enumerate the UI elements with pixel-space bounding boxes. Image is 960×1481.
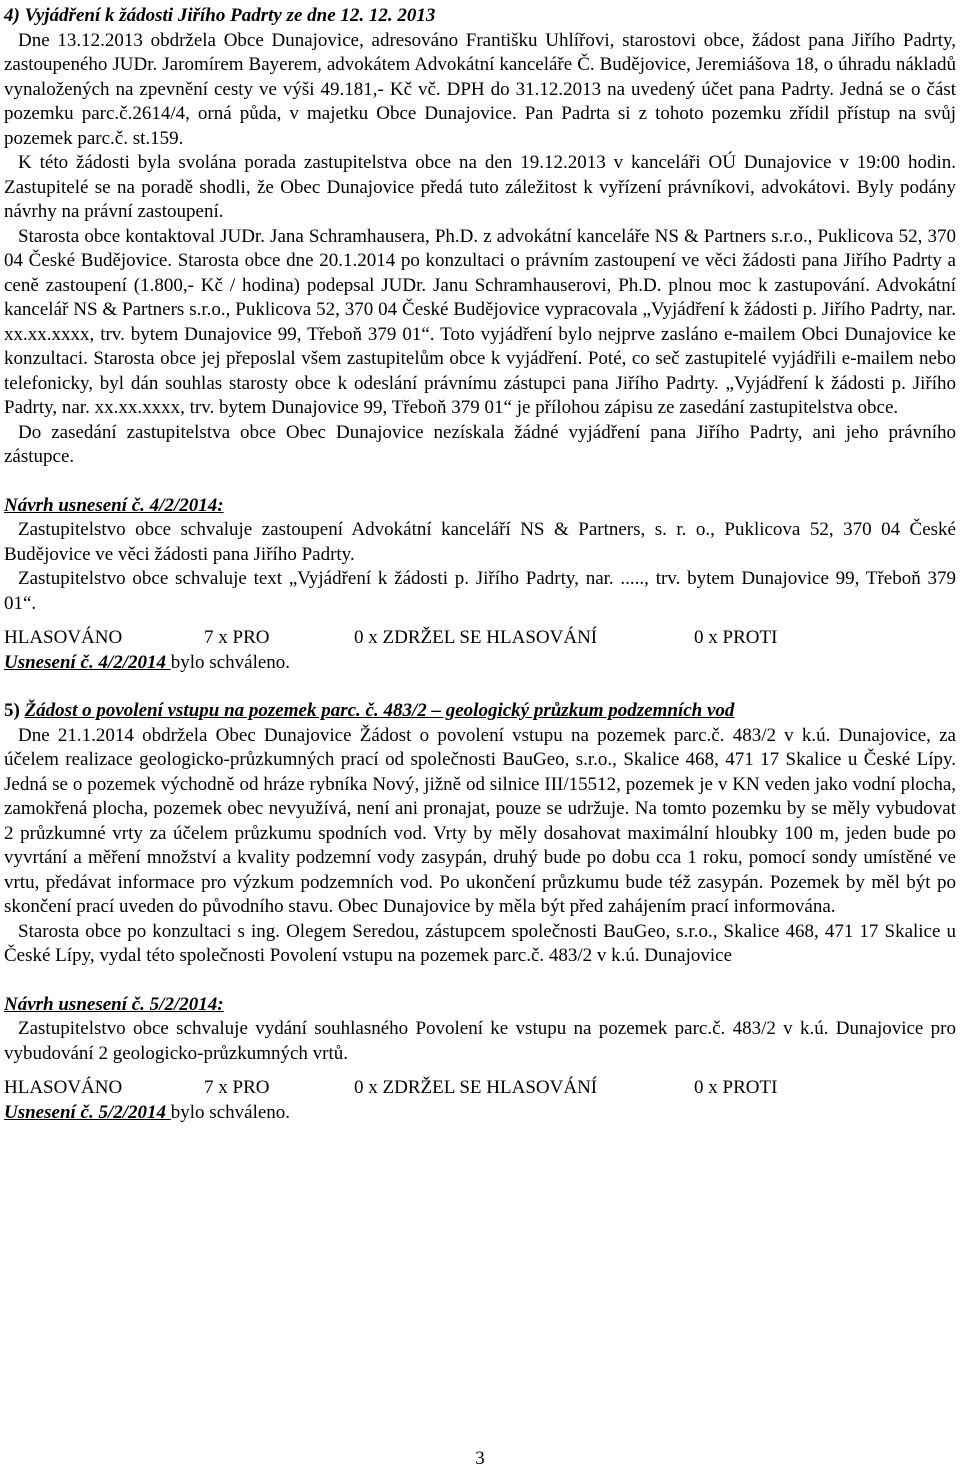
vote-4-abstain: 0 x ZDRŽEL SE HLASOVÁNÍ — [354, 627, 598, 648]
section-5-paragraph-1: Dne 21.1.2014 obdržela Obec Dunajovice Žádost o povolení vstupu na pozemek parc.č. 483/2 v k.ú. Dunajovice, za účelem realizace geologicko-průzkumných prací od společnosti BauGeo, s.r.o., Skalice 468, 471 17 Skalice u České Lípy. Jedná se o pozemek východně od hráze rybníka Nový, jižně od silnice III/15512, pozemek je v KN veden jako vodní plocha, zamokřená plocha, pozemek obec nevyužívá, není ani pronajat, pouze se udržuje. Na tomto pozemku by se měly vybudovat 2 průzkumné vrty za účelem průzkumu spodních vod. Vrty by měly dosahovat maximální hloubky 100 m, jeden bude po vyvrtání a měření množství a kvality podzemní vody zasypán, druhý bude po dobu cca 1 roku, pomocí sondy umístěné ve vrtu, předávat informace pro výzkum podzemních vod. Po ukončení průzkumu bude též zasypán. Pozemek by měl být po skončení prací uveden do původního stavu. Obec Dunajovice by měla být před zahájením prací informována. — [4, 724, 956, 917]
section-4-paragraph-1: Dne 13.12.2013 obdržela Obce Dunajovice, adresováno Františku Uhlířovi, starostovi obce, žádost pana Jiřího Padrty, zastoupeného JUDr. Jaromírem Bayerem, advokátem Advokátní kanceláře Č. Budějovice, Jeremiášova 18, o úhradu nákladů vynaložených na zpevnění cesty ve výši 49.181,- Kč vč. DPH do 31.12.2013 na uvedený účet pana Padrty. Jedná se o část pozemku parc.č.2614/4, orná půda, v majetku Obce Dunajovice. Pan Padrta si z tohoto pozemku zřídil přístup na svůj pozemek parc.č. st.159. — [4, 29, 956, 149]
proposal-4-paragraph-2: Zastupitelstvo obce schvaluje text „Vyjádření k žádosti p. Jiřího Padrty, nar. ....., trv. bytem Dunajovice 99, Třeboň 379 01“. — [4, 568, 956, 614]
vote-4-label: HLASOVÁNO — [4, 627, 123, 648]
vote-5-row — [4, 1076, 956, 1101]
vote-5-label: HLASOVÁNO — [4, 1077, 123, 1098]
resolution-4 — [4, 651, 956, 676]
resolution-4-text: bylo schváleno. — [170, 651, 291, 673]
section-4-paragraph-3: Starosta obce kontaktoval JUDr. Jana Schramhausera, Ph.D. z advokátní kanceláře NS & Partners s.r.o., Puklicova 52, 370 04 České Budějovice. Starosta obce dne 20.1.2014 po konzultaci o právním zastoupení ve věci žádosti pana Jiřího Padrty a ceně zastoupení (1.800,- Kč / hodina) podepsal JUDr. Janu Schramhauserovi, Ph.D. plnou moc k zastupování. Advokátní kancelář NS & Partners s.r.o., Puklicova 52, 370 04 České Budějovice vypracovala „Vyjádření k žádosti p. Jiřího Padrty, nar. xx.xx.xxxx, trv. bytem Dunajovice 99, Třeboň 379 01“. Toto vyjádření bylo nejprve zasláno e-mailem Obci Dunajovice ke konzultaci. Starosta obce jej přeposlal všem zastupitelům obce k vyjádření. Poté, co seč zastupitelé vyjádřili e-mailem nebo telefonicky, byl dán souhlas starosty obce k odeslání právnímu zástupci pana Jiřího Padrty. „Vyjádření k žádosti p. Jiřího Padrty, nar. xx.xx.xxxx, trv. bytem Dunajovice 99, Třeboň 379 01“ je přílohou zápisu ze zasedání zastupitelstva obce. — [4, 225, 956, 418]
page-number: 3 — [475, 1448, 485, 1469]
proposal-4-paragraph-1: Zastupitelstvo obce schvaluje zastoupení Advokátní kanceláří NS & Partners, s. r. o., Puklicova 52, 370 04 České Budějovice ve věci žádosti pana Jiřího Padrty. — [4, 519, 956, 565]
proposal-5-paragraph-1: Zastupitelstvo obce schvaluje vydání souhlasného Povolení ke vstupu na pozemek parc.č. 483/2 v k.ú. Dunajovice pro vybudování 2 geologicko-průzkumných vrtů. — [4, 1018, 956, 1064]
section-4-heading: 4) Vyjádření k žádosti Jiřího Padrty ze dne 12. 12. 2013 — [4, 5, 436, 26]
resolution-5 — [4, 1101, 956, 1126]
section-5-heading-prefix: 5) — [4, 700, 25, 721]
vote-4-pro: 7 x PRO — [204, 627, 270, 648]
section-4-paragraph-2: K této žádosti byla svolána porada zastupitelstva obce na den 19.12.2013 v kanceláři OÚ Dunajovice v 19:00 hodin. Zastupitelé se na poradě shodli, že Obec Dunajovice předá tuto záležitost k vyřízení právníkovi, advokátovi. Byly podány návrhy na právní zastoupení. — [4, 152, 956, 222]
section-5-heading-text: Žádost o povolení vstupu na pozemek parc. č. 483/2 – geologický průzkum podzemních vod — [24, 700, 735, 721]
vote-5-abstain: 0 x ZDRŽEL SE HLASOVÁNÍ — [354, 1077, 598, 1098]
vote-5-pro: 7 x PRO — [204, 1077, 270, 1098]
vote-5-against: 0 x PROTI — [694, 1077, 778, 1098]
section-4-paragraph-4: Do zasedání zastupitelstva obce Obec Dunajovice nezískala žádné vyjádření pana Jiřího Padrty, ani jeho právního zástupce. — [4, 421, 956, 467]
section-5-heading — [4, 699, 956, 724]
resolution-5-text: bylo schváleno. — [170, 1101, 291, 1123]
vote-4-row — [4, 626, 956, 651]
resolution-5-number: Usnesení č. 5/2/2014 — [4, 1101, 171, 1123]
section-5-paragraph-2: Starosta obce po konzultaci s ing. Olegem Seredou, zástupcem společnosti BauGeo, s.r.o., Skalice 468, 471 17 Skalice u České Lípy, vydal této společnosti Povolení vstupu na pozemek parc.č. 483/2 v k.ú. Dunajovice — [4, 920, 956, 966]
resolution-4-number: Usnesení č. 4/2/2014 — [4, 651, 171, 673]
proposal-5-title: Návrh usnesení č. 5/2/2014: — [4, 993, 224, 1015]
vote-4-against: 0 x PROTI — [694, 627, 778, 648]
proposal-4-title: Návrh usnesení č. 4/2/2014: — [4, 494, 224, 516]
